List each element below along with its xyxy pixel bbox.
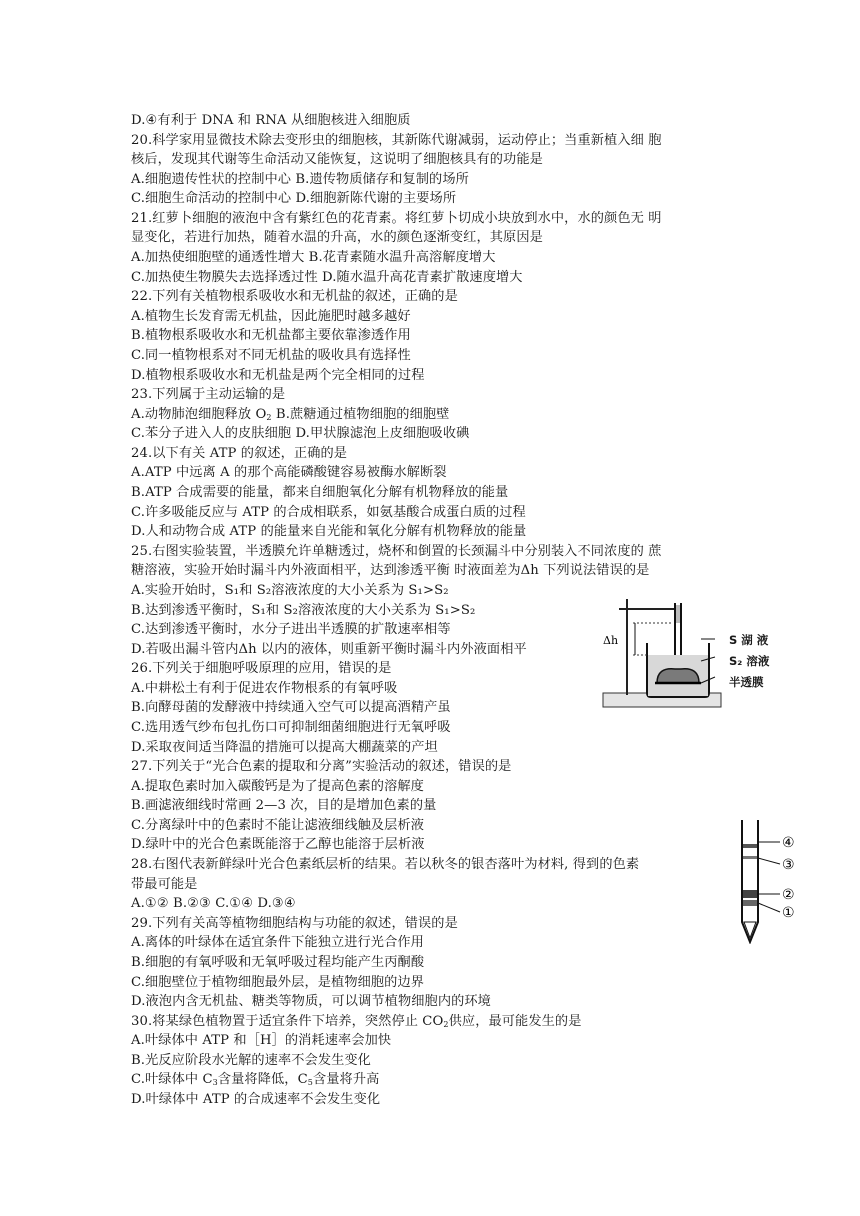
text-span: B.细胞的有氧呼吸和无氧呼吸过程均能产生丙酮酸: [131, 954, 425, 970]
text-line: [131, 287, 458, 307]
band4-label: ④: [782, 835, 795, 851]
text-span: 27.下列关于“光合色素的提取和分离”实验活动的叙述，错误的是: [131, 759, 512, 775]
text-span: A.①② B.②③ C.①④ D.③④: [131, 896, 296, 912]
text-line: [131, 835, 425, 855]
text-line: [131, 1070, 379, 1090]
osmosis-apparatus-figure: [597, 597, 727, 709]
text-line: [131, 992, 491, 1012]
text-span: A.细胞遗传性状的控制中心 B.遗传物质储存和复制的场所: [131, 171, 469, 187]
text-line: [131, 483, 508, 503]
tube-liquid: [676, 605, 680, 623]
text-line: [131, 933, 424, 953]
text-line: [131, 796, 436, 816]
text-span: D.若吸出漏斗管内Δh 以内的液体，则重新平衡时漏斗内外液面相平: [131, 641, 527, 657]
text-line: [131, 601, 475, 621]
text-span: A.叶绿体中 ATP 和［H］的消耗速率会加快: [131, 1033, 392, 1049]
text-line: [131, 189, 456, 209]
text-span: A.植物生长发育需无机盐，因此施肥时越多越好: [131, 308, 411, 324]
text-line: [131, 1090, 380, 1110]
band1-pointer: [758, 903, 780, 912]
text-line: [131, 914, 458, 934]
text-line: [131, 150, 543, 170]
text-span: A.中耕松土有利于促进农作物根系的有氧呼吸: [131, 680, 398, 696]
text-span: 26.下列关于细胞呼吸原理的应用，错误的是: [131, 661, 392, 677]
subscript: 5: [307, 1078, 313, 1088]
text-span: 20.科学家用显微技术除去变形虫的细胞核，其新陈代谢减弱，运动停止；当重新植入细 胞: [131, 132, 662, 148]
text-span: D.④有利于 DNA 和 RNA 从细胞核进入细胞质: [131, 113, 411, 128]
text-span: 含量将升高: [312, 1072, 380, 1088]
text-line: [131, 346, 411, 366]
text-line: [131, 738, 438, 758]
text-span: B.蔗糖通过植物细胞的细胞壁: [271, 406, 450, 422]
text-span: 30.将某绿色植物置于适宜条件下培养，突然停止 CO: [131, 1013, 444, 1029]
subscript: 2: [266, 412, 272, 422]
band1-label: ①: [782, 905, 795, 921]
text-span: A.离体的叶绿体在适宜条件下能独立进行光合作用: [131, 935, 424, 951]
text-span: C.细胞生命活动的控制中心 D.细胞新陈代谢的主要场所: [131, 191, 457, 207]
text-span: A.实验开始时，S₁和 S₂溶液浓度的大小关系为 S₁>S₂: [131, 582, 449, 598]
subscript: 3: [212, 1078, 218, 1088]
text-span: A.动物肺泡细胞释放 O: [131, 406, 267, 422]
fig1-label-membrane: 半透膜: [729, 675, 764, 689]
text-span: B.画滤液细线时常画 2—3 次，目的是增加色素的量: [131, 798, 437, 814]
text-span: 29.下列有关高等植物细胞结构与功能的叙述，错误的是: [131, 915, 458, 931]
text-span: 含量将降低，C: [217, 1072, 308, 1088]
text-span: C.加热使生物膜失去选择透过性 D.随水温升高花青素扩散速度增大: [131, 269, 523, 285]
text-line: [131, 385, 285, 405]
text-span: C.细胞壁位于植物细胞最外层，是植物细胞的边界: [131, 974, 425, 990]
text-span: C.达到渗透平衡时，水分子进出半透膜的扩散速率相等: [131, 622, 451, 638]
text-line: [131, 170, 469, 190]
chromatography-tube-figure: [728, 818, 828, 944]
text-span: C.选用透气纱布包扎伤口可抑制细菌细胞进行无氧呼吸: [131, 719, 451, 735]
text-line: [131, 1051, 371, 1071]
text-line: [131, 855, 639, 875]
text-line: [131, 405, 449, 425]
text-span: 供应，最可能发生的是: [448, 1013, 582, 1029]
band3-label: ③: [782, 857, 795, 873]
text-span: 核后，发现其代谢等生命活动又能恢复，这说明了细胞核具有的功能是: [131, 152, 543, 168]
text-line: [131, 307, 411, 327]
text-span: C.同一植物根系对不同无机盐的吸收具有选择性: [131, 347, 411, 363]
text-span: 23.下列属于主动运输的是: [131, 387, 286, 403]
text-line: [131, 522, 526, 542]
pigment-band-3: [743, 856, 757, 859]
text-span: B.ATP 合成需要的能量，都来自细胞氧化分解有机物释放的能量: [131, 485, 509, 501]
text-span: 28.右图代表新鲜绿叶光合色素纸层析的结果。若以秋冬的银杏落叶为材料, 得到的色素: [131, 857, 640, 873]
pigment-band-1: [743, 900, 757, 906]
text-line: [131, 698, 451, 718]
pigment-band-2: [743, 890, 757, 898]
text-span: 22.下列有关植物根系吸收水和无机盐的叙述，正确的是: [131, 289, 458, 305]
text-line: [131, 111, 411, 131]
text-span: B.光反应阶段水光解的速率不会发生变化: [131, 1052, 371, 1068]
text-span: D.植物根系吸收水和无机盐是两个完全相同的过程: [131, 367, 425, 383]
text-line: [131, 228, 543, 248]
fig1-label-s2: S₂ 溶液: [729, 654, 770, 668]
text-span: 带最可能是: [131, 876, 198, 892]
text-line: [131, 953, 424, 973]
text-line: [131, 679, 397, 699]
band2-label: ②: [782, 887, 795, 903]
text-line: [131, 503, 526, 523]
text-line: [131, 463, 447, 483]
text-line: [131, 424, 469, 444]
text-span: A.提取色素时加入碳酸钙是为了提高色素的溶解度: [131, 778, 424, 794]
text-span: C.叶绿体中 C: [131, 1072, 213, 1088]
band3-pointer: [758, 858, 780, 864]
fig1-label-s1: S 湖 液: [729, 633, 769, 647]
text-span: B.向酵母菌的发酵液中持续通入空气可以提高酒精产虽: [131, 700, 451, 716]
text-span: D.叶绿体中 ATP 的合成速率不会发生变化: [131, 1092, 381, 1107]
text-span: B.植物根系吸收水和无机盐都主要依靠渗透作用: [131, 328, 411, 344]
text-span: A.加热使细胞壁的通透性增大 B.花青素随水温升高溶解度增大: [131, 250, 496, 266]
text-line: [131, 209, 662, 229]
text-line: [131, 561, 649, 581]
text-span: 24.以下有关 ATP 的叙述，正确的是: [131, 445, 348, 461]
text-span: 21.红萝卜细胞的液泡中含有紫红色的花青素。将红萝卜切成小块放到水中，水的颜色无 明: [131, 210, 662, 226]
dh-label: Δh: [603, 634, 619, 647]
text-line: [131, 875, 197, 895]
text-span: D.绿叶中的光合色素既能溶于乙醇也能溶于层析液: [131, 837, 425, 853]
text-line: [131, 640, 527, 660]
text-line: [131, 581, 449, 601]
subscript: 2: [443, 1019, 449, 1029]
text-line: [131, 268, 523, 288]
text-line: [131, 777, 424, 797]
text-line: [131, 131, 662, 151]
text-line: [131, 326, 411, 346]
funnel-bowl: [657, 669, 699, 683]
text-line: [131, 757, 511, 777]
text-span: D.采取夜间适当降温的措施可以提高大棚蔬菜的产坦: [131, 739, 438, 755]
text-span: B.达到渗透平衡时，S₁和 S₂溶液浓度的大小关系为 S₁>S₂: [131, 602, 476, 618]
text-line: [131, 620, 451, 640]
text-span: C.分离绿叶中的色素时不能让滤液细线触及层析液: [131, 817, 425, 833]
text-span: 25.右图实验装置，半透膜允许单糖透过，烧杯和倒置的长颈漏斗中分别装入不同浓度的 蔗: [131, 543, 662, 559]
text-line: [131, 444, 347, 464]
text-span: 糖溶液，实验开始时漏斗内外液面相平，达到渗透平衡 时液面差为Δh 下列说法错误的是: [131, 563, 650, 579]
text-line: [131, 542, 662, 562]
text-line: [131, 1031, 391, 1051]
text-line: [131, 718, 451, 738]
text-span: D.液泡内含无机盐、糖类等物质，可以调节植物细胞内的环境: [131, 994, 491, 1010]
text-line: [131, 1012, 582, 1032]
text-span: C.苯分子进入人的皮肤细胞 D.甲状腺滤泡上皮细胞吸收碘: [131, 426, 470, 442]
text-line: [131, 973, 424, 993]
text-line: [131, 816, 424, 836]
text-span: C.许多吸能反应与 ATP 的合成相联系，如氨基酸合成蛋白质的过程: [131, 504, 526, 520]
text-line: [131, 366, 425, 386]
text-span: A.ATP 中远离 A 的那个高能磷酸键容易被酶水解断裂: [131, 465, 447, 481]
text-line: [131, 248, 495, 268]
text-line: [131, 894, 296, 914]
text-span: 显变化，若进行加热，随着水温的升高，水的颜色逐渐变红，其原因是: [131, 230, 543, 246]
pigment-band-4: [743, 844, 757, 848]
text-span: D.人和动物合成 ATP 的能量来自光能和氧化分解有机物释放的能量: [131, 524, 527, 540]
text-line: [131, 659, 391, 679]
